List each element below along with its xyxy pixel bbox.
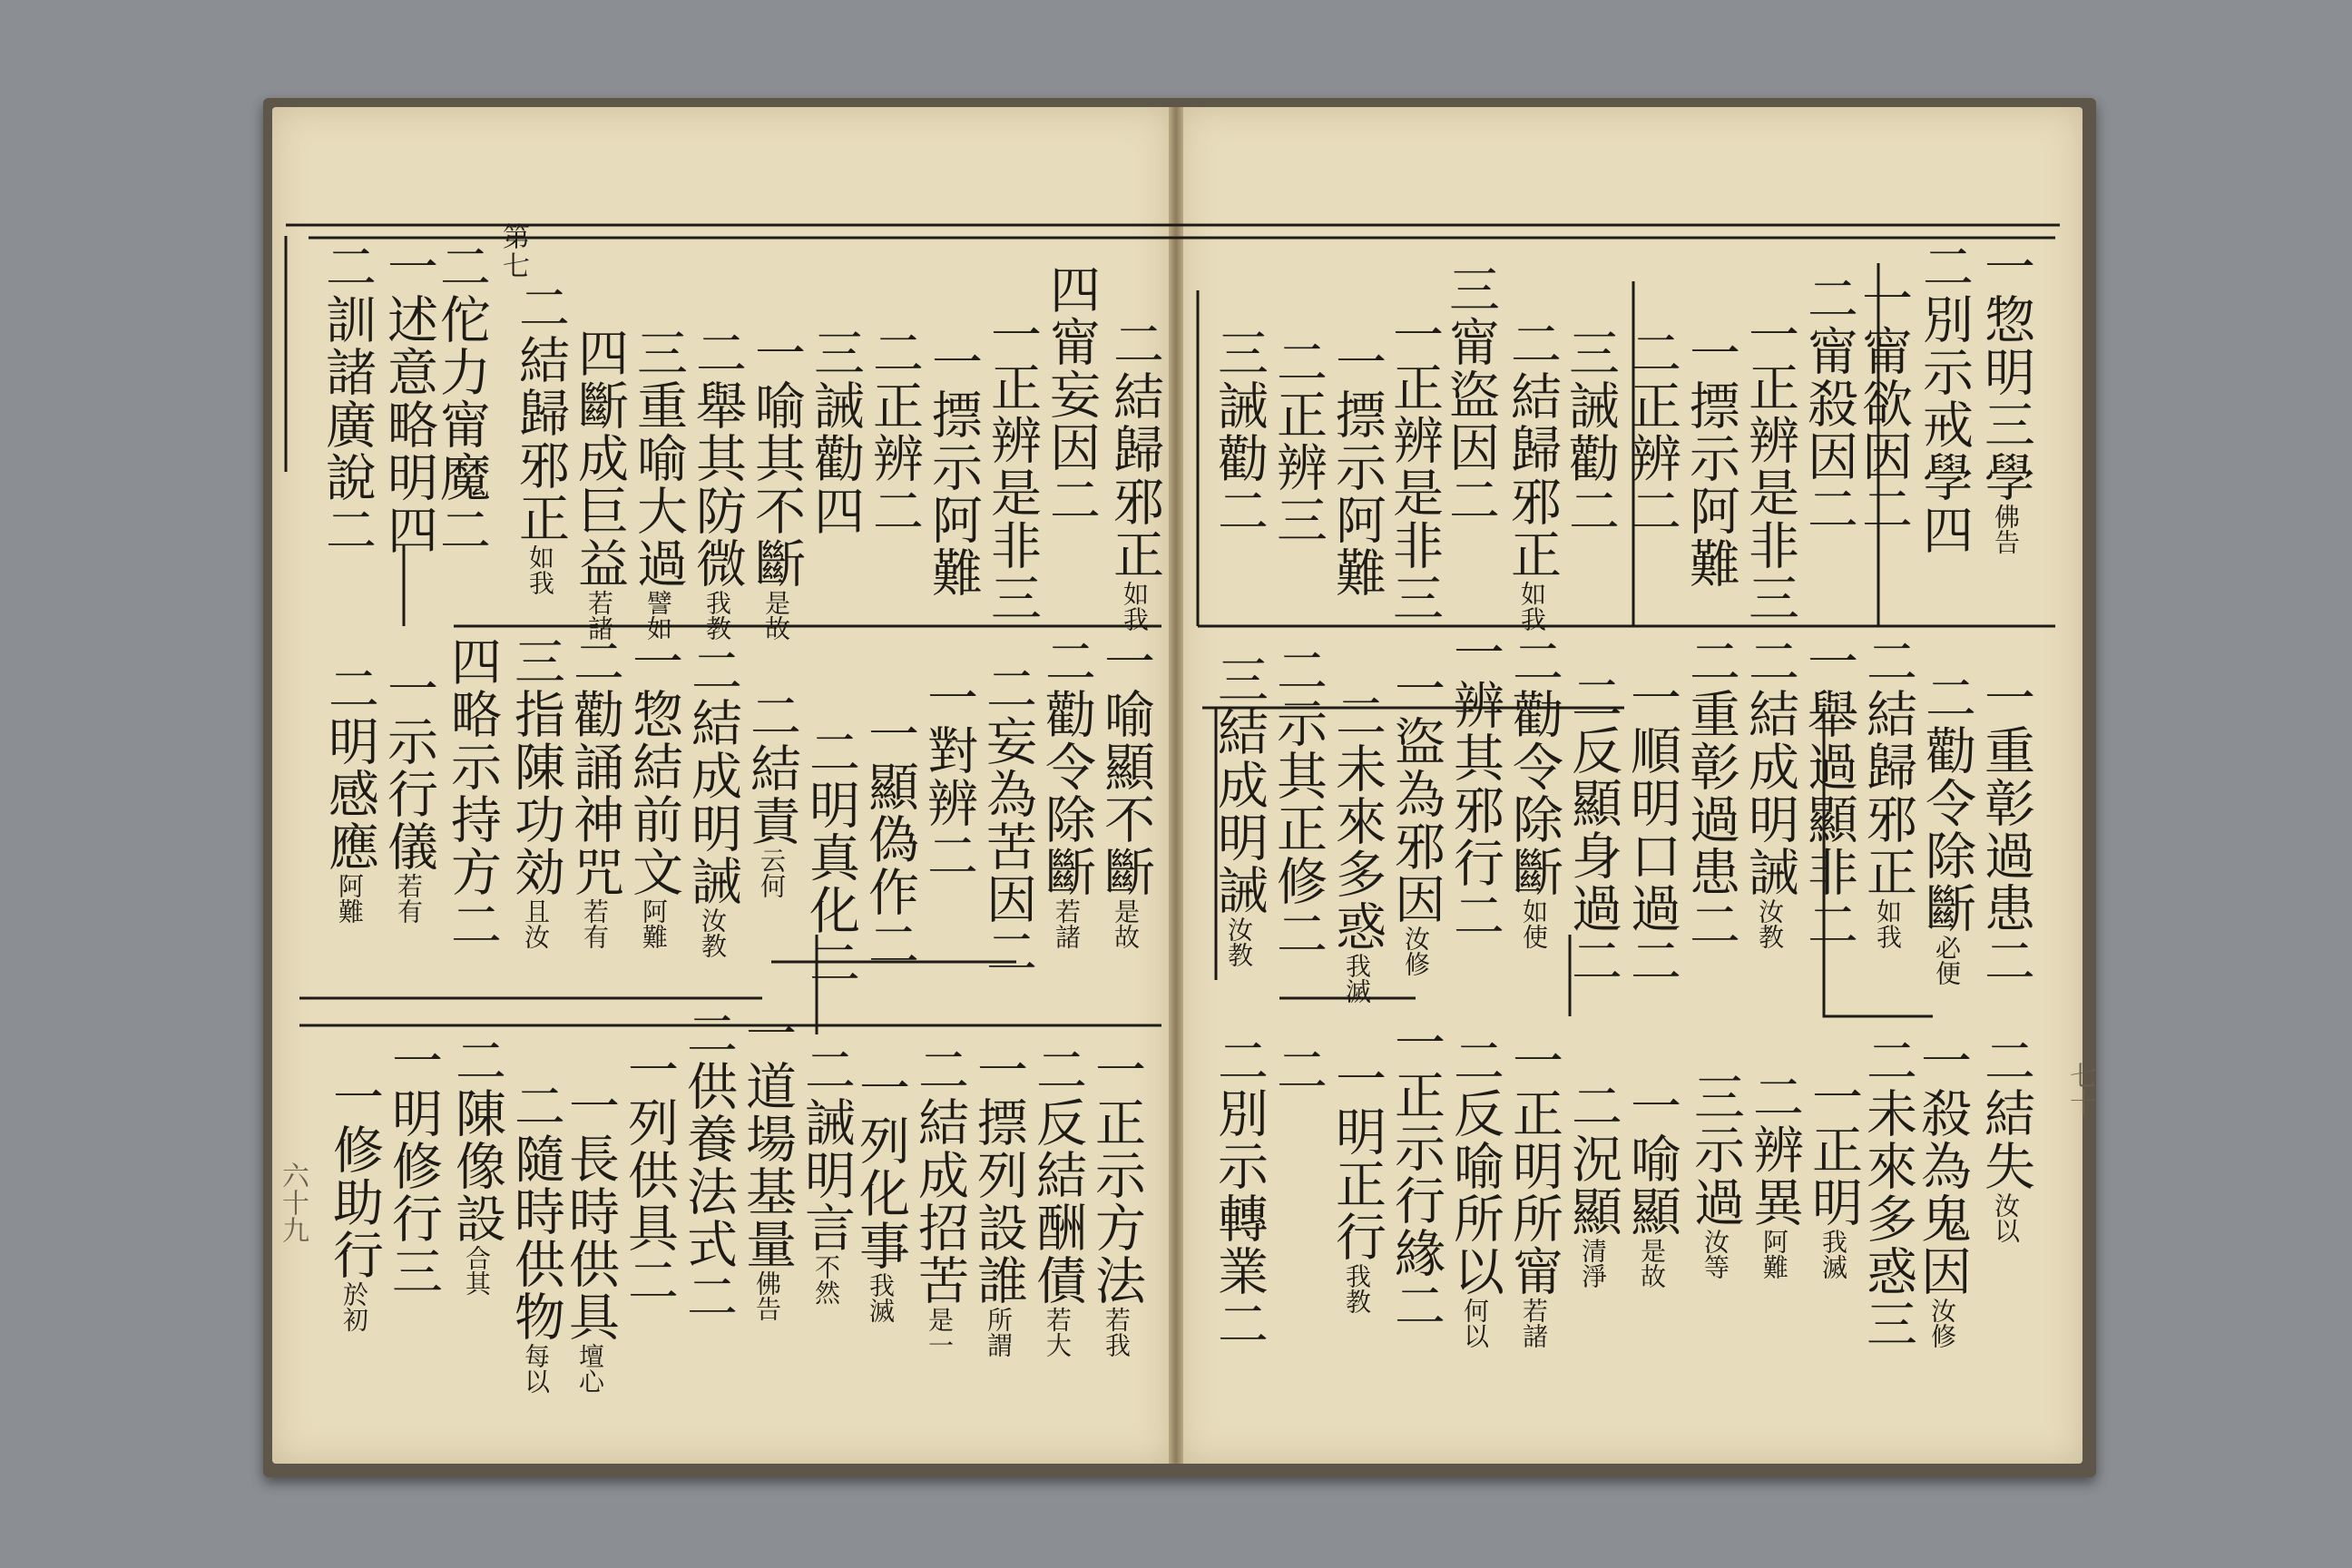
outline-heading [865, 327, 924, 537]
outline-heading [1506, 635, 1561, 949]
outline-main: 二況顯 [1563, 1080, 1622, 1238]
outline-heading [1028, 1044, 1087, 1357]
outline-main: 一正示方法 [1087, 1044, 1146, 1307]
outline-main: 二未來多惑三 [1858, 1034, 1917, 1350]
outline-heading [629, 327, 688, 641]
outline-main: 二勸誦神咒 [565, 635, 624, 898]
outline-heading [626, 635, 681, 949]
outline-heading [1978, 240, 2033, 554]
outline-note: 何以 [1460, 1298, 1490, 1348]
outline-heading [1328, 690, 1387, 1004]
outline-heading [969, 1044, 1028, 1357]
outline-main: 二別示戒學四 [1915, 240, 1974, 556]
outline-main: 二正辨二 [1622, 327, 1681, 537]
outline-heading [1042, 263, 1101, 526]
outline-note: 譬如 [643, 590, 673, 641]
outline-main: 二結成明誡 [1740, 635, 1799, 898]
outline-heading [1441, 263, 1500, 526]
outline-heading [679, 1007, 738, 1323]
outline-heading [688, 327, 747, 641]
outline-main: 一喻顯 [1622, 1080, 1681, 1238]
outline-heading [910, 1044, 969, 1357]
outline-note: 如我 [1120, 581, 1150, 632]
outline-main: 二明感應 [320, 662, 379, 873]
outline-heading [1447, 626, 1502, 942]
outline-main: 二正辨二 [865, 327, 924, 537]
outline-heading [1860, 635, 1915, 949]
outline-heading [924, 336, 983, 599]
outline-main: 一順明口過二 [1622, 671, 1681, 987]
outline-heading [803, 726, 858, 989]
outline-main: 一列化事 [851, 1062, 910, 1272]
outline-heading [919, 671, 978, 882]
outline-main: 三示過 [1686, 1071, 1745, 1229]
outline-note: 合其 [462, 1245, 492, 1296]
outline-heading [1328, 1053, 1387, 1314]
outline-main: 二明真化二 [801, 726, 860, 989]
outline-heading [570, 327, 629, 641]
outline-heading [620, 1044, 679, 1307]
outline-heading [1854, 272, 1913, 535]
outline-main: 二結歸邪正 [1105, 318, 1164, 581]
outline-note: 汝教 [1755, 898, 1785, 949]
outline-main: 一盜為邪因 [1387, 662, 1446, 926]
outline-main: 二辨異 [1745, 1071, 1804, 1229]
outline-main: 二結歸邪正 [1858, 635, 1917, 898]
outline-main: 二反結酬債 [1028, 1044, 1087, 1307]
outline-main: 二別示轉業二 [1210, 1034, 1269, 1350]
outline-note: 我滅 [1818, 1229, 1848, 1279]
outline-main: 三指陳功効 [506, 635, 565, 898]
outline-main: 二陳像設 [447, 1034, 506, 1245]
outline-heading [567, 635, 622, 949]
outline-heading [1269, 644, 1328, 960]
outline-heading [1978, 671, 2033, 987]
outline-main: 第七 [497, 222, 529, 280]
outline-heading [381, 240, 436, 556]
outline-main: 一摽示阿難 [924, 336, 983, 599]
outline-heading [449, 1034, 504, 1296]
outline-heading [1915, 240, 1974, 556]
outline-note: 汝修 [1927, 1298, 1957, 1348]
outline-note: 汝教 [1224, 916, 1254, 967]
outline-note: 若有 [580, 898, 610, 949]
outline-note: 我教 [702, 590, 732, 641]
outline-main: 一惣明三學 [1976, 240, 2035, 504]
outline-main: 四斷成巨益 [570, 327, 629, 590]
outline-main: 二訓諸廣說二 [318, 240, 377, 556]
outline-heading [485, 222, 540, 280]
outline-heading [1565, 671, 1620, 987]
outline-note: 若諸 [1052, 898, 1082, 949]
outline-heading [1686, 1071, 1745, 1279]
outline-main: 一修助行 [325, 1071, 384, 1281]
outline-heading [1105, 318, 1164, 632]
outline-heading [1913, 1034, 1972, 1348]
outline-main: 一正辨是非三 [1740, 309, 1799, 624]
outline-main: 三誡勸四 [806, 327, 865, 537]
outline-main: 二結歸邪正 [511, 281, 570, 544]
outline-note: 汝等 [1700, 1229, 1730, 1279]
outline-heading [381, 662, 436, 924]
outline-heading [744, 690, 799, 898]
outline-main: 三誡勸二 [1561, 327, 1620, 537]
outline-main: 二供養法式二 [679, 1007, 738, 1323]
outline-main: 一摽列設誰 [969, 1044, 1028, 1307]
outline-note: 若我 [1102, 1307, 1132, 1357]
outline-heading [443, 635, 502, 951]
outline-heading [1037, 635, 1096, 949]
outline-heading [1387, 1016, 1446, 1332]
outline-note: 若大 [1043, 1307, 1073, 1357]
outline-note: 若有 [394, 873, 424, 924]
outline-note: 阿難 [335, 873, 365, 924]
outline-heading [1565, 1080, 1620, 1289]
outline-heading [1447, 1034, 1502, 1348]
outline-main: 一舉過顯非二 [1799, 635, 1858, 951]
outline-main: 二結成明誡 [683, 644, 742, 907]
outline-note: 汝教 [698, 907, 728, 958]
page-number-tab-left: 六十九 [277, 1161, 309, 1243]
outline-main: 二結責 [742, 690, 801, 848]
outline-heading [1561, 327, 1620, 537]
outline-heading [1506, 1034, 1561, 1348]
outline-note: 我教 [1342, 1263, 1372, 1314]
outline-main: 一正明 [1804, 1071, 1863, 1229]
outline-main: 二反喻所以 [1446, 1034, 1504, 1298]
outline-main: 一摽示阿難 [1681, 327, 1740, 590]
outline-note: 阿難 [1759, 1229, 1789, 1279]
outline-main: 一甯欲因二 [1854, 272, 1913, 535]
outline-note: 如我 [1517, 581, 1547, 632]
outline-main: 一明正行 [1328, 1053, 1387, 1263]
outline-note: 於初 [339, 1281, 369, 1332]
outline-main: 二結歸邪正 [1503, 318, 1562, 581]
outline-note: 且汝 [521, 898, 551, 949]
outline-main: 一喻顯不斷 [1096, 635, 1155, 898]
outline-main: 三甯盜因二 [1441, 263, 1500, 526]
outline-main: 一惣結前文 [624, 635, 683, 898]
outline-heading [851, 1062, 910, 1323]
outline-main: 二舉其防微 [688, 327, 747, 590]
outline-main: 二勸令除斷 [1917, 671, 1976, 935]
outline-heading [738, 1007, 797, 1321]
outline-main: 三重喻大過 [629, 327, 688, 590]
outline-heading [1624, 1080, 1679, 1289]
outline-heading [1210, 327, 1269, 537]
outline-note: 如使 [1519, 898, 1549, 949]
outline-heading [1860, 1034, 1915, 1350]
outline-main: 二正辨三 [1269, 336, 1328, 546]
outline-heading [508, 1080, 563, 1394]
outline-main: 二勸令除斷 [1504, 635, 1563, 898]
outline-note: 我滅 [1342, 953, 1372, 1004]
outline-heading [1742, 635, 1797, 949]
outline-main: 二甯殺因二 [1799, 272, 1858, 535]
outline-main: 一述意略明四 [379, 240, 438, 556]
outline-note: 佛告 [1991, 504, 2021, 554]
outline-note: 必便 [1932, 935, 1962, 985]
outline-note: 不然 [811, 1254, 841, 1305]
outline-main: 二示其正修二 [1269, 644, 1328, 960]
outline-note: 壇心 [575, 1343, 605, 1394]
outline-main: 一明修行三 [384, 1034, 443, 1298]
outline-main: 一摽示阿難 [1328, 336, 1387, 599]
outline-main: 三誡勸二 [1210, 327, 1269, 537]
outline-main: 一正辨是非三 [1385, 309, 1444, 624]
outline-heading [685, 644, 740, 958]
outline-note: 阿難 [639, 898, 669, 949]
outline-main: 四甯妄因二 [1042, 263, 1101, 526]
outline-note: 我滅 [866, 1272, 896, 1323]
outline-heading [384, 1034, 443, 1298]
page-number-tab-right: 七十 [2064, 1062, 2096, 1116]
outline-heading [1210, 653, 1269, 967]
outline-main: 一殺為鬼因 [1913, 1034, 1972, 1298]
outline-heading [860, 708, 919, 971]
outline-main: 二勸令除斷 [1037, 635, 1096, 898]
outline-main: 一列供具二 [620, 1044, 679, 1307]
outline-main: 一喻其不斷 [747, 327, 806, 590]
outline-heading [1210, 1034, 1269, 1350]
outline-note: 汝修 [1401, 926, 1431, 976]
outline-main: 一長時供具 [561, 1080, 620, 1343]
outline-main: 一重彰過患二 [1976, 671, 2035, 987]
outline-main: 一示行儀 [379, 662, 438, 873]
outline-main: 一辨其邪行二 [1446, 626, 1504, 942]
outline-heading [1328, 336, 1387, 599]
outline-heading [1385, 309, 1444, 624]
outline-heading [322, 662, 377, 924]
outline-heading [1801, 635, 1856, 951]
outline-main: 二 [1269, 1044, 1328, 1096]
outline-heading [1683, 327, 1738, 590]
outline-main: 二誡明言 [797, 1044, 856, 1254]
outline-main: 二結成招苦 [910, 1044, 969, 1307]
outline-note: 每以 [521, 1343, 551, 1394]
outline-main: 一正示行緣二 [1387, 1016, 1446, 1332]
outline-heading [1683, 635, 1738, 951]
outline-main: 二反顯身過二 [1563, 671, 1622, 987]
outline-main: 三結成明誡 [1210, 653, 1269, 916]
outline-main: 一正明所甯 [1504, 1034, 1563, 1298]
outline-heading [1745, 1071, 1804, 1279]
outline-main: 二妄為苦因二 [978, 662, 1037, 978]
outline-heading [1624, 327, 1679, 537]
outline-main: 一正辨是非三 [983, 309, 1042, 624]
outline-heading [1269, 336, 1328, 546]
outline-heading [508, 635, 563, 949]
outline-note: 若諸 [1519, 1298, 1549, 1348]
outline-main: 一對辨二 [919, 671, 978, 882]
outline-main: 二結失 [1976, 1034, 2035, 1192]
outline-heading [978, 662, 1037, 978]
outline-main: 二佗力甯魔二 [432, 240, 491, 556]
outline-heading [325, 1071, 384, 1332]
outline-note: 是故 [1111, 898, 1141, 949]
outline-heading [983, 309, 1042, 624]
outline-note: 如我 [1873, 898, 1903, 949]
outline-heading [561, 1080, 620, 1394]
outline-note: 云何 [757, 848, 787, 898]
outline-main: 二重彰過患二 [1681, 635, 1740, 951]
outline-heading [1096, 635, 1155, 949]
outline-note: 如我 [525, 544, 555, 595]
outline-heading [432, 240, 491, 556]
outline-heading [1269, 1044, 1328, 1096]
outline-main: 二隨時供物 [506, 1080, 565, 1343]
outline-note: 若諸 [584, 590, 614, 641]
outline-heading [1087, 1044, 1146, 1357]
book-gutter [1169, 107, 1183, 1464]
outline-heading [1742, 309, 1797, 624]
outline-heading [806, 327, 865, 537]
outline-heading [1387, 662, 1446, 976]
outline-main: 四略示持方二 [443, 635, 502, 951]
outline-note: 汝以 [1991, 1192, 2021, 1243]
outline-heading [1978, 1034, 2033, 1243]
outline-main: 二未來多惑 [1328, 690, 1387, 953]
outline-heading [1804, 1071, 1863, 1279]
outline-heading [1801, 272, 1856, 535]
outline-heading [747, 327, 806, 641]
outline-note: 是故 [761, 590, 791, 641]
outline-note: 是一 [925, 1307, 955, 1357]
outline-heading [318, 240, 377, 556]
outline-note: 清淨 [1578, 1238, 1608, 1289]
outline-note: 是故 [1637, 1238, 1667, 1289]
outline-main: 一道場基量 [738, 1007, 797, 1270]
outline-heading [1624, 671, 1679, 987]
outline-heading [1919, 671, 1974, 985]
outline-main: 一顯偽作二 [860, 708, 919, 971]
outline-heading [797, 1044, 856, 1305]
outline-heading [511, 281, 570, 595]
outline-heading [1503, 318, 1562, 632]
outline-note: 所謂 [984, 1307, 1014, 1357]
outline-note: 佛告 [752, 1270, 782, 1321]
